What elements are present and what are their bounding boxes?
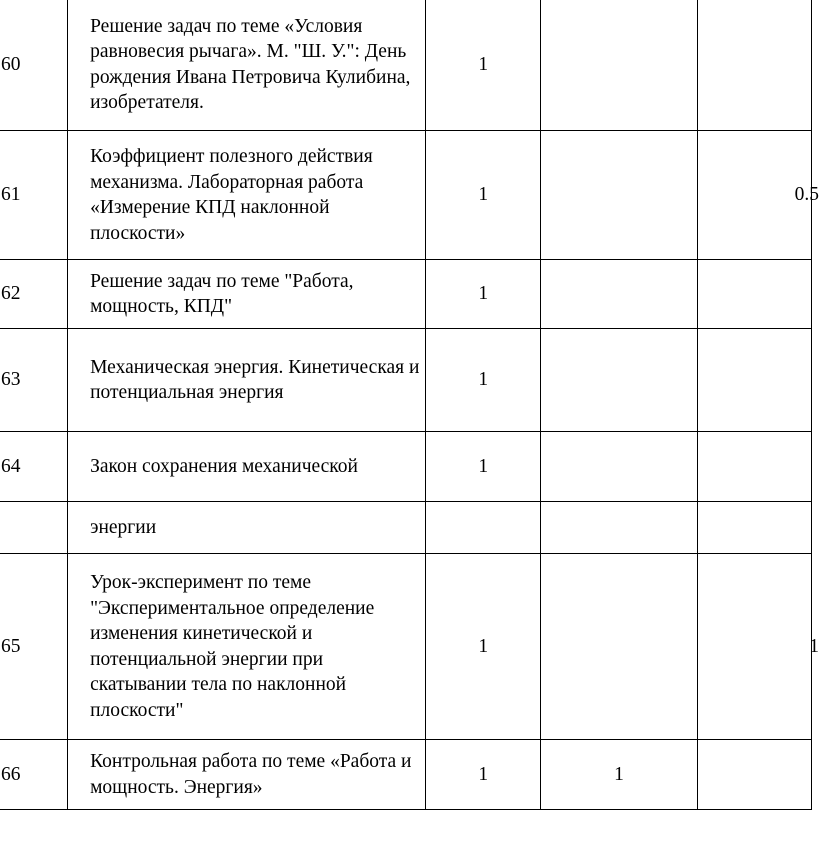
control-work-count — [541, 554, 698, 740]
lesson-number: 61 — [0, 131, 68, 260]
control-work-count — [541, 260, 698, 329]
lesson-number: 64 — [0, 432, 68, 502]
lesson-hours: 1 — [426, 0, 541, 131]
lesson-topic: Коэффициент полезного действия механизма. Лабораторная работа «Измерение КПД наклонной плоскости» — [68, 131, 426, 260]
lab-work-count — [697, 432, 811, 502]
lab-work-count: 0.5 — [697, 131, 811, 260]
control-work-count — [541, 329, 698, 432]
table-row — [0, 740, 812, 810]
lesson-topic: Механическая энергия. Кинетическая и потенциальная энергия — [68, 329, 426, 432]
lesson-number — [0, 502, 68, 554]
lab-work-count — [697, 329, 811, 432]
table-row — [0, 329, 812, 432]
lesson-number: 60 — [0, 0, 68, 131]
lab-work-count — [697, 502, 811, 554]
lesson-hours: 1 — [426, 260, 541, 329]
control-work-count — [541, 502, 698, 554]
lesson-hours: 1 — [426, 740, 541, 810]
lesson-topic: Решение задач по теме «Условия равновесия рычага». М. "Ш. У.": День рождения Ивана Петровича Кулибина, изобретателя. — [68, 0, 426, 131]
lesson-number: 65 — [0, 554, 68, 740]
lesson-hours: 1 — [426, 432, 541, 502]
control-work-count — [541, 131, 698, 260]
lesson-hours — [426, 502, 541, 554]
lesson-number: 66 — [0, 740, 68, 810]
lesson-topic: Урок-эксперимент по теме "Экспериментальное определение изменения кинетической и потенциальной энергии при скатывании тела по наклонной плоскости" — [68, 554, 426, 740]
control-work-count — [541, 0, 698, 131]
lesson-hours: 1 — [426, 131, 541, 260]
table-row — [0, 131, 812, 260]
lab-work-count — [697, 740, 811, 810]
control-work-count: 1 — [541, 740, 698, 810]
lesson-topic: Закон сохранения механической — [68, 432, 426, 502]
lab-work-count: 1 — [697, 554, 811, 740]
table-row — [0, 432, 812, 502]
lesson-hours: 1 — [426, 554, 541, 740]
table-row — [0, 260, 812, 329]
table-row — [0, 554, 812, 740]
control-work-count — [541, 432, 698, 502]
table-row — [0, 0, 812, 131]
lab-work-count — [697, 0, 811, 131]
lesson-number: 62 — [0, 260, 68, 329]
lesson-number: 63 — [0, 329, 68, 432]
lab-work-count — [697, 260, 811, 329]
lesson-topic: Решение задач по теме "Работа, мощность, КПД" — [68, 260, 426, 329]
lesson-topic: энергии — [68, 502, 426, 554]
lesson-topic: Контрольная работа по теме «Работа и мощность. Энергия» — [68, 740, 426, 810]
table-row — [0, 502, 812, 554]
lesson-hours: 1 — [426, 329, 541, 432]
